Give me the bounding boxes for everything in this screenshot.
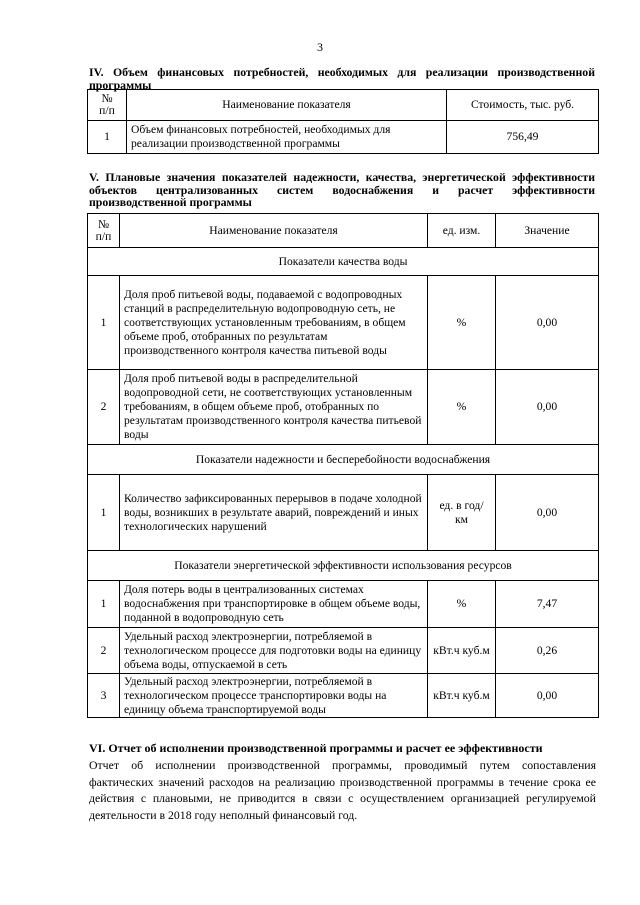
- row-unit: ед. в год/ км: [428, 475, 496, 551]
- row-value: 0,00: [496, 674, 599, 718]
- row-name: Доля потерь воды в централизованных системах водоснабжения при транспортировке в общем объеме воды, поданной в водопроводную сеть: [120, 581, 428, 628]
- row-num: 1: [88, 276, 120, 370]
- row-unit: %: [428, 581, 496, 628]
- row-value: 0,00: [496, 475, 599, 551]
- row-value: 756,49: [447, 121, 599, 154]
- header-name: Наименование показателя: [120, 214, 428, 248]
- row-name: Количество зафиксированных перерывов в подаче холодной воды, возникших в результате аварий, повреждений и иных технологических нарушений: [120, 475, 428, 551]
- table-row: [88, 276, 599, 370]
- table-row: [88, 121, 599, 154]
- row-num: 2: [88, 628, 120, 674]
- section-5-heading: V. Плановые значения показателей надежности, качества, энергетической эффективности объектов централизованных систем водоснабжения и расчет эффективности производственной программы: [89, 170, 595, 209]
- table-row: [88, 674, 599, 718]
- row-value: 0,00: [496, 276, 599, 370]
- row-num: 1: [88, 121, 127, 154]
- group-title: Показатели энергетической эффективности использования ресурсов: [88, 551, 599, 581]
- row-num: 3: [88, 674, 120, 718]
- section-4-heading: IV. Объем финансовых потребностей, необходимых для реализации производственной программы: [89, 65, 595, 92]
- row-value: 0,00: [496, 370, 599, 445]
- row-value: 7,47: [496, 581, 599, 628]
- row-unit: %: [428, 276, 496, 370]
- row-unit: кВт.ч куб.м: [428, 674, 496, 718]
- page-number: 3: [317, 40, 323, 54]
- group-title: Показатели качества воды: [88, 248, 599, 276]
- table-row: [88, 581, 599, 628]
- header-num: № п/п: [88, 214, 120, 248]
- table-row: [88, 628, 599, 674]
- row-unit: кВт.ч куб.м: [428, 628, 496, 674]
- header-name: Наименование показателя: [127, 90, 447, 121]
- group-row-reliability: [88, 445, 599, 475]
- header-unit: ед. изм.: [428, 214, 496, 248]
- section-6-paragraph: Отчет об исполнении производственной программы, проводимый путем сопоставления фактических значений расходов на реализацию производственной программы в течение срока ее действия с плановыми, не приводится в связи с осуществлением организацией регулируемой деятельности в 2018 году неполный финансовый год.: [89, 758, 596, 822]
- indicators-table: [87, 213, 599, 718]
- row-num: 1: [88, 581, 120, 628]
- row-unit: %: [428, 370, 496, 445]
- table-row: [88, 370, 599, 445]
- group-row-energy: [88, 551, 599, 581]
- table-header-row: [88, 214, 599, 248]
- group-row-quality: [88, 248, 599, 276]
- row-value: 0,26: [496, 628, 599, 674]
- table-row: [88, 475, 599, 551]
- group-title: Показатели надежности и бесперебойности водоснабжения: [88, 445, 599, 475]
- row-name: Удельный расход электроэнергии, потребляемой в технологическом процессе для подготовки воды на единицу объема воды, отпускаемой в сеть: [120, 628, 428, 674]
- row-name: Доля проб питьевой воды, подаваемой с водопроводных станций в распределительную водопроводную сеть, не соответствующих установленным требованиям, в общем объеме проб, отобранных по результатам производственного контроля качества питьевой воды: [120, 276, 428, 370]
- row-num: 2: [88, 370, 120, 445]
- header-value: Стоимость, тыс. руб.: [447, 90, 599, 121]
- header-num: № п/п: [88, 90, 127, 121]
- row-name: Объем финансовых потребностей, необходимых для реализации производственной программы: [127, 121, 447, 154]
- row-name: Удельный расход электроэнергии, потребляемой в технологическом процессе транспортировки воды на единицу объема транспортируемой воды: [120, 674, 428, 718]
- table-header-row: [88, 90, 599, 121]
- header-value: Значение: [496, 214, 599, 248]
- section-6-heading: VI. Отчет об исполнении производственной программы и расчет ее эффективности: [89, 741, 543, 755]
- financial-needs-table: [87, 89, 599, 154]
- row-num: 1: [88, 475, 120, 551]
- row-name: Доля проб питьевой воды в распределительной водопроводной сети, не соответствующих установленным требованиям, в общем объеме проб, отобранных по результатам производственного контроля качества питьевой воды: [120, 370, 428, 445]
